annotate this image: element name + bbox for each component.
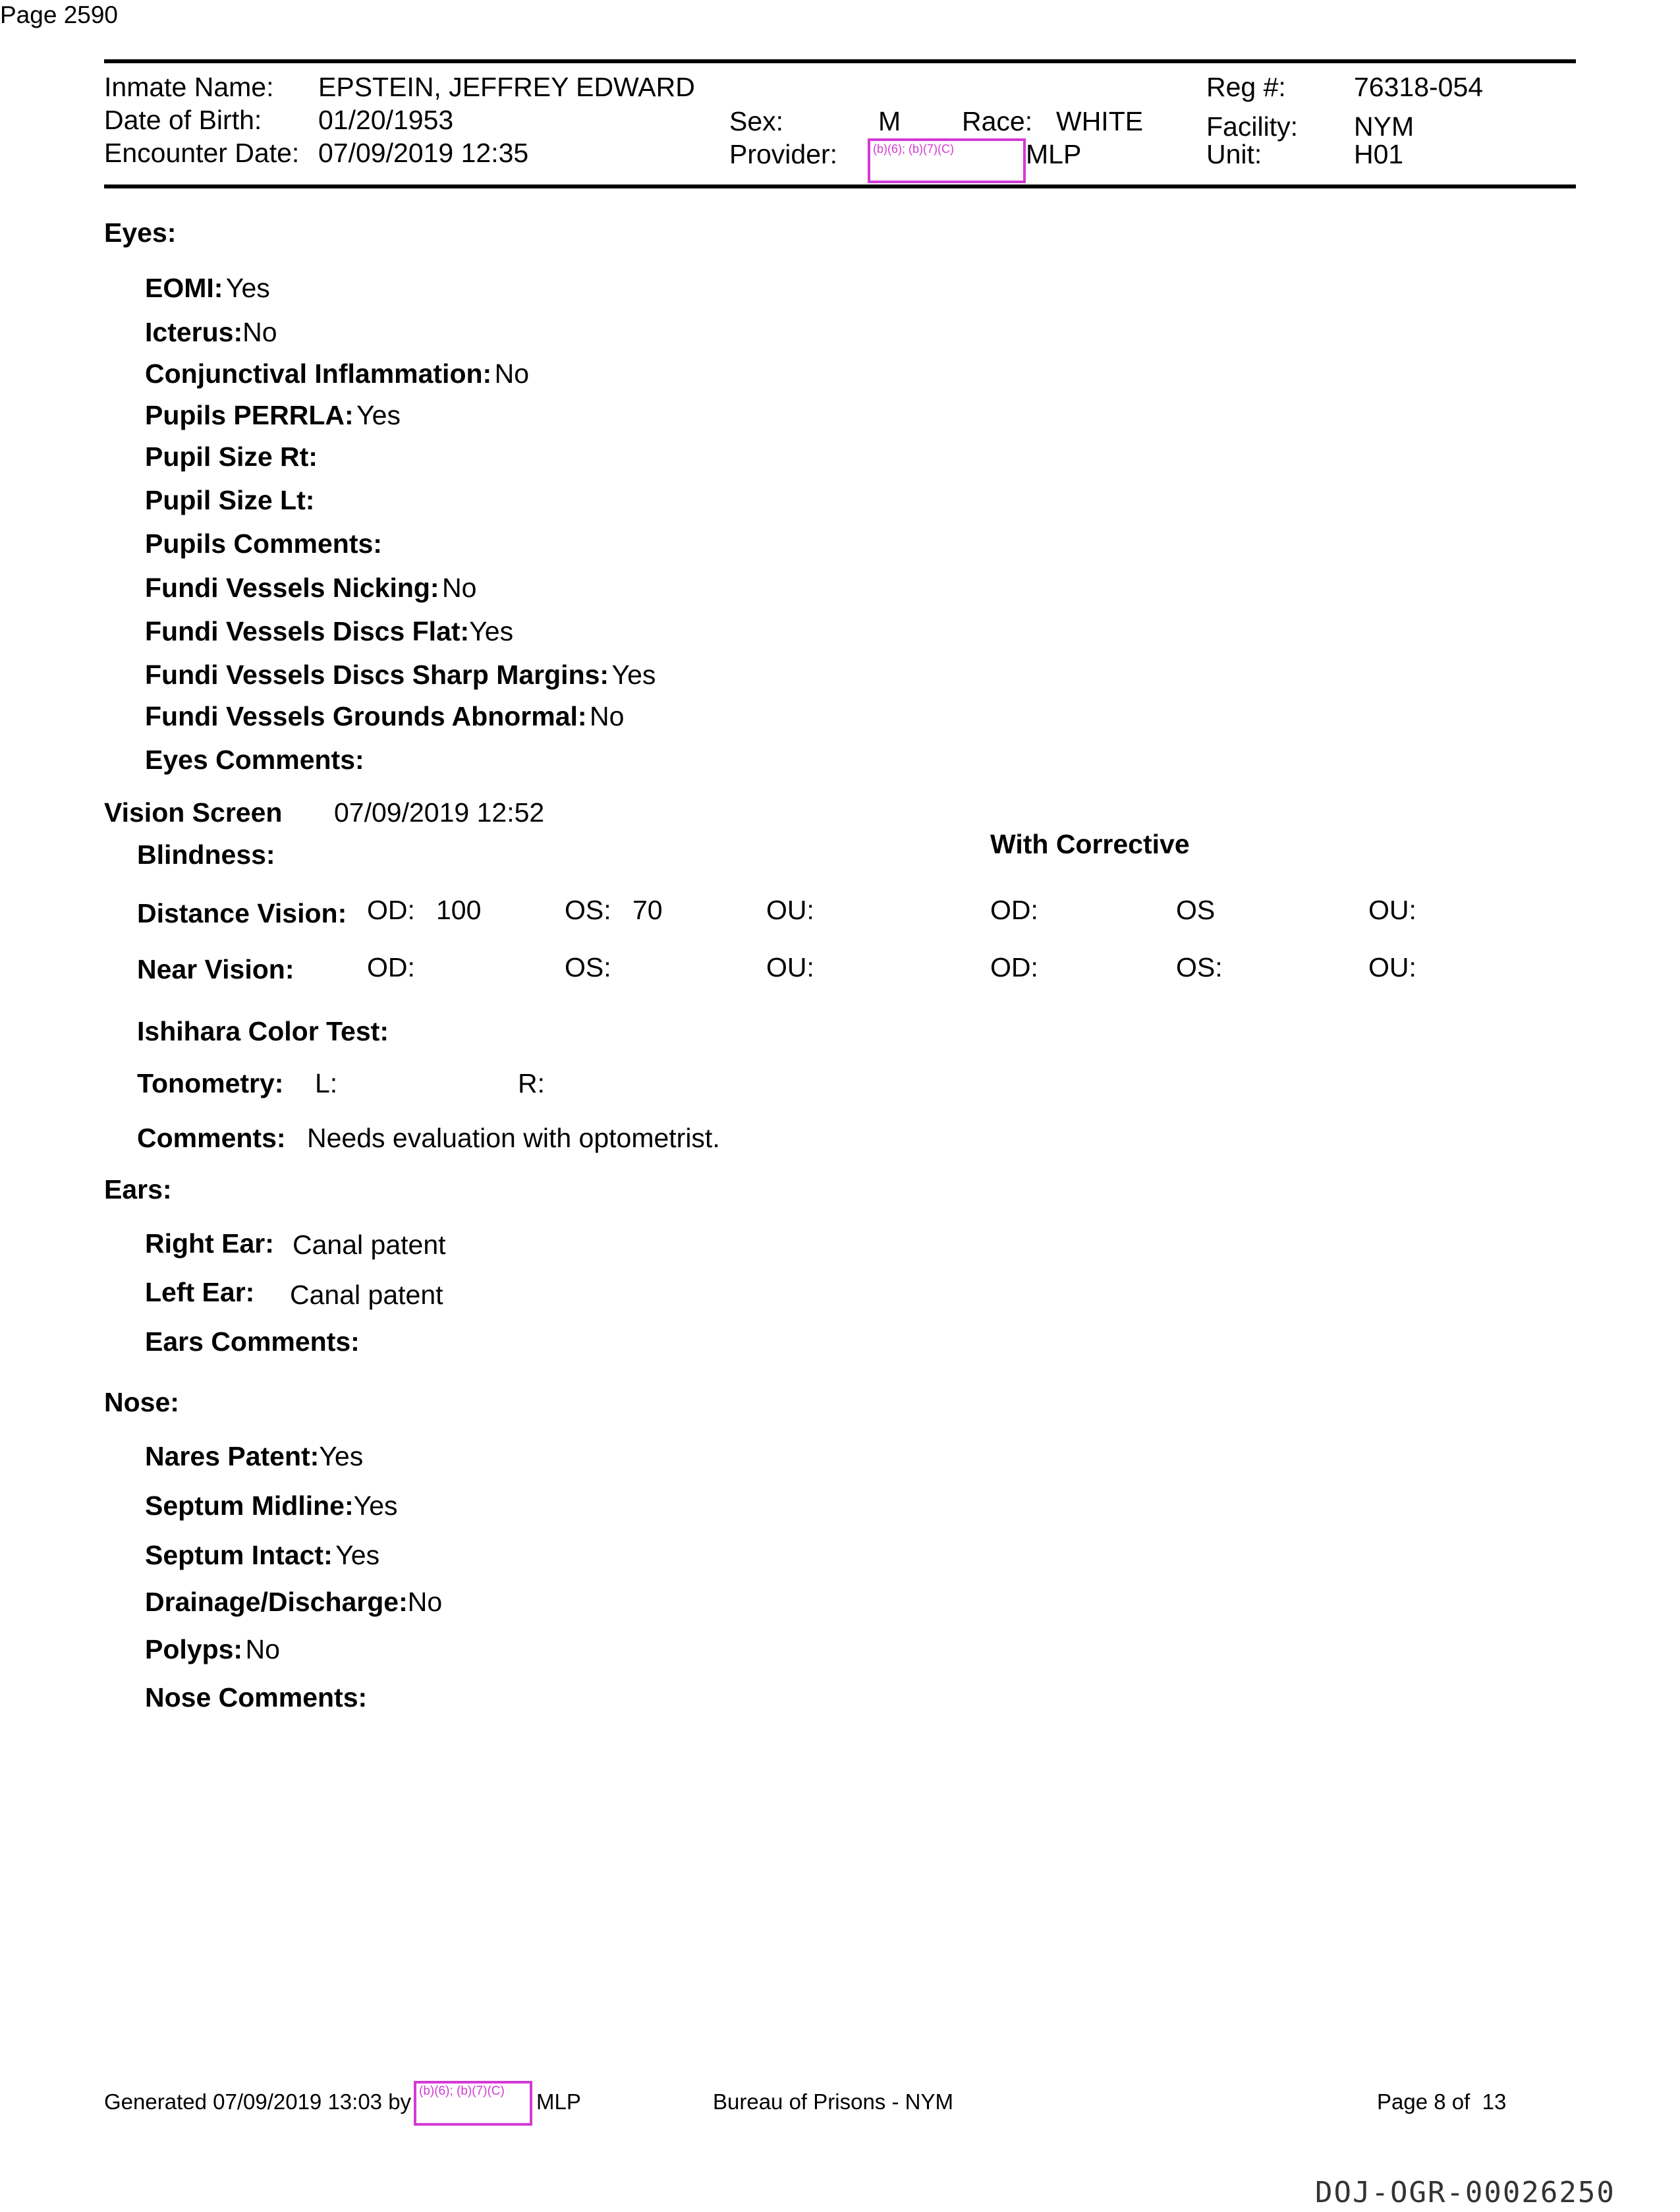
right-ear-value: Canal patent (293, 1230, 446, 1260)
nose-row (145, 1587, 442, 1618)
field-label: Fundi Vessels Nicking: (145, 573, 439, 603)
near-corrective-os-label: OS: (1176, 952, 1223, 982)
field-label: Fundi Vessels Discs Sharp Margins: (145, 660, 609, 690)
field-label: EOMI: (145, 273, 223, 303)
vision-screen-datetime: 07/09/2019 12:52 (334, 797, 545, 828)
distance-vision-label: Distance Vision: (137, 898, 347, 928)
race-value: WHITE (1056, 106, 1144, 136)
right-ear-label: Right Ear: (145, 1228, 274, 1259)
distance-corrective-od-label: OD: (990, 895, 1038, 925)
distance-os-value: 70 (632, 895, 663, 925)
dob-label: Date of Birth: (104, 105, 262, 135)
field-label: Conjunctival Inflammation: (145, 358, 492, 389)
near-od-label: OD: (367, 952, 415, 982)
field-label: Icterus: (145, 317, 243, 347)
field-label: Pupils PERRLA: (145, 400, 354, 430)
eyes-row (145, 400, 401, 431)
encounter-label: Encounter Date: (104, 138, 300, 168)
eyes-row (145, 701, 624, 732)
field-label: Fundi Vessels Discs Flat: (145, 616, 470, 646)
eyes-heading: Eyes: (104, 217, 177, 248)
field-label: Eyes Comments: (145, 745, 364, 775)
nose-row (145, 1441, 363, 1472)
field-value: No (245, 1634, 280, 1664)
distance-od-value: 100 (436, 895, 482, 925)
inmate-name-label: Inmate Name: (104, 72, 274, 102)
field-value: Yes (335, 1540, 380, 1570)
field-label: Nose Comments: (145, 1682, 368, 1713)
provider-redaction-box: (b)(6); (b)(7)(C) (868, 138, 1026, 183)
blindness-label: Blindness: (137, 839, 275, 870)
sex-value: M (878, 106, 901, 136)
footer-page-number: Page 8 of 13 (1377, 2089, 1507, 2114)
field-value: Yes (611, 660, 656, 690)
eyes-row (145, 358, 529, 389)
near-corrective-ou-label: OU: (1368, 952, 1416, 982)
nose-row (145, 1490, 398, 1521)
near-corrective-od-label: OD: (990, 952, 1038, 982)
dob-value: 01/20/1953 (318, 105, 454, 135)
nose-heading: Nose: (104, 1387, 179, 1417)
nose-row (145, 1540, 379, 1571)
provider-label: Provider: (729, 139, 838, 169)
distance-os-label: OS: (565, 895, 611, 925)
facility-value: NYM (1354, 111, 1414, 142)
race-label: Race: (962, 106, 1033, 136)
field-value: Yes (353, 1490, 398, 1521)
footer-mlp: MLP (536, 2089, 581, 2114)
tonometry-l-label: L: (315, 1068, 338, 1098)
near-ou-label: OU: (766, 952, 814, 982)
field-value: No (407, 1587, 443, 1617)
vision-comments-value: Needs evaluation with optometrist. (307, 1123, 720, 1153)
eyes-row (145, 485, 314, 516)
reg-value: 76318-054 (1354, 72, 1484, 102)
eyes-row (145, 528, 382, 559)
field-value: Yes (469, 616, 514, 646)
eyes-row (145, 441, 318, 472)
field-value: No (494, 358, 530, 389)
field-value: No (442, 573, 477, 603)
left-ear-label: Left Ear: (145, 1277, 255, 1307)
inmate-name: EPSTEIN, JEFFREY EDWARD (318, 72, 695, 102)
field-value: No (242, 317, 277, 347)
nose-row (145, 1634, 280, 1665)
eyes-row (145, 573, 476, 604)
vision-comments-label: Comments: (137, 1123, 286, 1153)
field-label: Septum Midline: (145, 1490, 354, 1521)
footer-generated: Generated 07/09/2019 13:03 by (104, 2089, 412, 2114)
field-label: Pupil Size Lt: (145, 485, 315, 515)
field-label: Pupils Comments: (145, 528, 382, 559)
sex-label: Sex: (729, 106, 784, 136)
field-label: Septum Intact: (145, 1540, 333, 1570)
field-label: Drainage/Discharge: (145, 1587, 408, 1617)
vision-screen-heading: Vision Screen (104, 797, 283, 828)
field-label: Fundi Vessels Grounds Abnormal: (145, 701, 587, 731)
ears-comments-label: Ears Comments: (145, 1326, 360, 1357)
distance-corrective-ou-label: OU: (1368, 895, 1416, 925)
field-value: No (590, 701, 625, 731)
distance-od-label: OD: (367, 895, 415, 925)
eyes-row (145, 660, 656, 691)
reg-label: Reg #: (1206, 72, 1286, 102)
left-ear-value: Canal patent (290, 1280, 443, 1310)
eyes-row (145, 317, 277, 348)
ishihara-label: Ishihara Color Test: (137, 1016, 389, 1046)
nose-row (145, 1682, 367, 1713)
tonometry-label: Tonometry: (137, 1068, 284, 1098)
distance-ou-label: OU: (766, 895, 814, 925)
with-corrective-label: With Corrective (990, 829, 1190, 859)
near-os-label: OS: (565, 952, 611, 982)
provider-suffix: MLP (1026, 139, 1082, 169)
tonometry-r-label: R: (518, 1068, 545, 1098)
header-top-rule (104, 59, 1576, 63)
field-value: Yes (319, 1441, 364, 1471)
near-vision-label: Near Vision: (137, 954, 294, 984)
unit-label: Unit: (1206, 139, 1262, 169)
distance-corrective-os-label: OS (1176, 895, 1216, 925)
encounter-value: 07/09/2019 12:35 (318, 138, 529, 168)
field-value: Yes (356, 400, 401, 430)
footer-redaction-box: (b)(6); (b)(7)(C) (414, 2081, 532, 2126)
field-label: Polyps: (145, 1634, 243, 1664)
bates-stamp: DOJ-OGR-00026250 (1315, 2176, 1615, 2209)
unit-value: H01 (1354, 139, 1404, 169)
facility-label: Facility: (1206, 111, 1298, 142)
eyes-row (145, 616, 513, 647)
header-bottom-rule (104, 184, 1576, 188)
eyes-row (145, 745, 364, 776)
ears-heading: Ears: (104, 1174, 172, 1205)
field-label: Pupil Size Rt: (145, 441, 318, 472)
field-value: Yes (225, 273, 270, 303)
eyes-row (145, 273, 270, 304)
page-label: Page 2590 (0, 1, 119, 28)
footer-bureau: Bureau of Prisons - NYM (713, 2089, 953, 2114)
field-label: Nares Patent: (145, 1441, 320, 1471)
